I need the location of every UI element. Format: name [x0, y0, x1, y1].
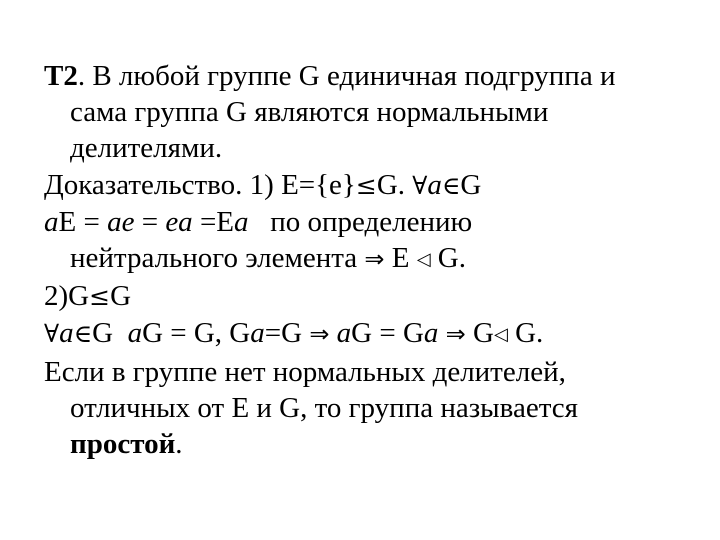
proof-text — [438, 317, 445, 349]
variable-a: a — [336, 317, 352, 350]
proof-text: G = G, G — [142, 317, 251, 350]
product-ea: ea — [165, 205, 193, 238]
proof-text: E = — [58, 205, 108, 238]
proof-text: G — [110, 280, 132, 313]
forall-symbol: ∀ — [44, 319, 60, 349]
proof-text: =E — [192, 205, 235, 238]
proof-line-2 — [44, 204, 704, 240]
proof-text: нейтрального элемента — [70, 242, 365, 275]
variable-a: a — [234, 205, 249, 238]
implies-arrow: ⇒ — [309, 320, 330, 349]
conclusion-line-3 — [44, 426, 704, 462]
proof-text — [329, 317, 336, 349]
subgroup-symbol: ≤ — [355, 170, 377, 200]
proof-line-5 — [44, 315, 704, 353]
proof-text: G. — [430, 242, 466, 275]
proof-line-3 — [44, 240, 704, 278]
theorem-line-1 — [44, 58, 704, 94]
variable-a: a — [127, 317, 143, 350]
theorem-text — [44, 58, 704, 462]
proof-text: G. — [376, 168, 413, 201]
proof-line-1 — [44, 167, 704, 204]
variable-a: a — [250, 317, 265, 350]
proof-text: G — [465, 317, 494, 350]
subgroup-symbol: ≤ — [89, 282, 111, 312]
proof-text: 2)G — [44, 280, 90, 313]
simple-group-term: простой — [70, 428, 176, 461]
element-of-symbol: ∈ — [73, 319, 93, 349]
variable-a: a — [44, 205, 59, 238]
variable-a: a — [59, 317, 74, 350]
theorem-statement-1: . В любой группе G единичная подгруппа и — [77, 60, 616, 92]
forall-symbol: ∀ — [412, 170, 428, 200]
proof-text: G. — [507, 317, 544, 350]
normal-subgroup-symbol: ◁ — [416, 249, 431, 271]
variable-a: a — [427, 168, 442, 201]
implies-arrow: ⇒ — [364, 245, 385, 274]
normal-subgroup-symbol: ◁ — [493, 324, 508, 346]
theorem-label: Т2 — [44, 60, 78, 92]
product-ae: ae — [107, 205, 135, 238]
proof-text: по определению — [248, 205, 473, 238]
element-of-symbol: ∈ — [441, 170, 461, 200]
proof-text: = — [134, 205, 166, 238]
theorem-line-2: сама группа G являются нормальными — [70, 96, 549, 129]
conclusion-period: . — [175, 428, 183, 461]
proof-text: G = G — [351, 317, 424, 350]
proof-text: E — [384, 242, 417, 275]
proof-line-4 — [44, 278, 704, 315]
proof-text: G — [460, 168, 482, 201]
conclusion-line-2: отличных от E и G, то группа называется — [70, 391, 578, 424]
variable-a: a — [423, 317, 439, 350]
proof-text: =G — [264, 317, 310, 350]
implies-arrow: ⇒ — [445, 320, 466, 349]
theorem-line-3: делителями. — [70, 132, 223, 165]
proof-text: G — [92, 317, 128, 350]
conclusion-line-1: Если в группе нет нормальных делителей, — [44, 355, 566, 388]
proof-text: Доказательство. 1) E={e} — [44, 168, 356, 201]
